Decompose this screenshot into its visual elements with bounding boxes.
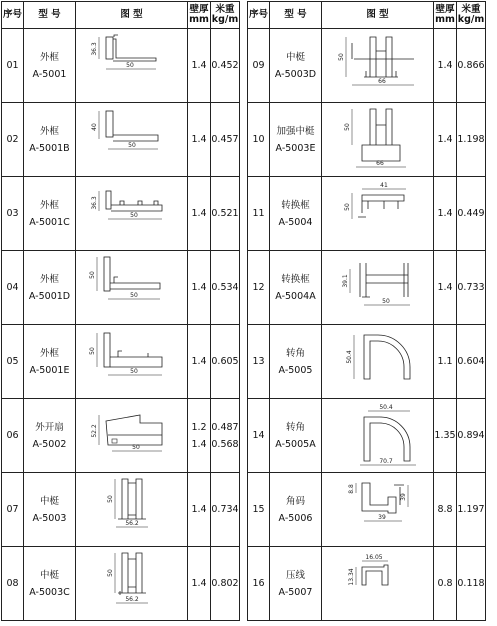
weight-value: 1.197 — [457, 504, 485, 515]
item-thickness — [434, 251, 457, 325]
table-row — [2, 399, 486, 473]
item-drawing — [76, 103, 188, 177]
item-model — [270, 399, 322, 473]
header-thickness-unit-right: mm — [435, 14, 455, 25]
header-model-right: 型 号 — [270, 2, 322, 29]
table-row — [2, 29, 486, 103]
header-row — [2, 2, 486, 29]
model-name: 外框 — [39, 125, 59, 137]
item-thickness — [188, 29, 211, 103]
item-drawing — [322, 103, 434, 177]
column-separator — [240, 29, 248, 103]
profile-drawing-a-5002 — [78, 401, 186, 471]
model-code: A-5003C — [29, 586, 70, 598]
dimension-label: 50 — [381, 297, 390, 305]
item-drawing — [76, 29, 188, 103]
dimension-label: 50.4 — [378, 403, 393, 411]
model-name: 压线 — [285, 569, 305, 581]
weight-value: 0.568 — [211, 438, 239, 450]
item-drawing — [322, 547, 434, 621]
thickness-value: 1.4 — [437, 282, 453, 293]
header-weight-unit: kg/m — [211, 14, 239, 25]
item-thickness — [188, 177, 211, 251]
dimension-label: 70.7 — [378, 457, 393, 465]
dimension-label: 50 — [337, 52, 345, 61]
dimension-label: 50 — [129, 291, 138, 299]
item-thickness — [188, 251, 211, 325]
item-thickness — [188, 473, 211, 547]
item-weight — [457, 547, 486, 621]
dimension-label: 56.2 — [124, 519, 139, 527]
item-index: 05 — [2, 325, 24, 399]
weight-value: 0.457 — [211, 134, 239, 145]
item-weight — [211, 325, 240, 399]
model-code: A-5003D — [274, 68, 317, 80]
item-thickness — [434, 547, 457, 621]
item-weight — [211, 103, 240, 177]
column-separator — [240, 547, 248, 621]
profile-drawing-a-5005 — [324, 327, 432, 397]
item-index: 07 — [2, 473, 24, 547]
model-name: 外框 — [39, 273, 59, 285]
thickness-value: 0.8 — [437, 578, 453, 589]
item-thickness — [188, 547, 211, 621]
item-index: 08 — [2, 547, 24, 621]
item-thickness — [434, 399, 457, 473]
item-model — [270, 325, 322, 399]
item-thickness — [188, 399, 211, 473]
model-name: 转角 — [285, 421, 305, 433]
item-drawing — [76, 177, 188, 251]
item-weight — [457, 103, 486, 177]
model-name: 外框 — [39, 51, 59, 63]
model-code: A-5001B — [29, 142, 70, 154]
dimension-label: 50 — [125, 61, 134, 69]
item-index: 02 — [2, 103, 24, 177]
thickness-value: 1.4 — [191, 282, 207, 293]
item-model — [24, 399, 76, 473]
header-index: 序号 — [2, 2, 24, 29]
item-index: 12 — [248, 251, 270, 325]
table-row — [2, 177, 486, 251]
item-index: 11 — [248, 177, 270, 251]
item-thickness — [188, 103, 211, 177]
model-code: A-5001D — [28, 290, 71, 302]
item-index: 09 — [248, 29, 270, 103]
model-code: A-5002 — [32, 438, 67, 450]
model-code: A-5003 — [32, 512, 67, 524]
weight-value: 0.487 — [211, 421, 239, 433]
thickness-value: 1.4 — [191, 208, 207, 219]
weight-value: 0.802 — [211, 578, 239, 589]
column-separator — [240, 325, 248, 399]
model-name: 中梃 — [285, 51, 305, 63]
thickness-value: 1.4 — [437, 60, 453, 71]
header-thickness-unit: mm — [189, 14, 209, 25]
profile-drawing-a-5004 — [324, 179, 432, 249]
model-name: 转换框 — [281, 199, 310, 211]
item-thickness — [434, 177, 457, 251]
dimension-label: 50.4 — [345, 349, 353, 364]
item-model — [270, 103, 322, 177]
header-drawing-right: 图 型 — [322, 2, 434, 29]
item-model — [270, 473, 322, 547]
dimension-label: 52.2 — [90, 423, 98, 438]
model-code: A-5004A — [275, 290, 316, 302]
item-drawing — [322, 325, 434, 399]
dimension-label: 50 — [127, 141, 136, 149]
model-code: A-5006 — [278, 512, 313, 524]
item-model — [24, 29, 76, 103]
item-drawing — [322, 177, 434, 251]
item-drawing — [322, 251, 434, 325]
item-drawing — [76, 473, 188, 547]
header-thickness-label-right: 壁厚 — [435, 4, 455, 15]
table-row — [2, 473, 486, 547]
item-weight — [211, 399, 240, 473]
model-name: 加强中梃 — [276, 125, 315, 137]
dimension-label: 41 — [379, 181, 388, 189]
profile-drawing-a-5003d — [324, 31, 432, 101]
model-name: 外框 — [39, 199, 59, 211]
dimension-label: 50 — [131, 443, 140, 451]
item-thickness — [434, 103, 457, 177]
profile-drawing-a-5006 — [324, 475, 432, 545]
dimension-label: 39.1 — [341, 273, 349, 288]
header-thickness-right — [434, 2, 457, 29]
column-separator — [240, 177, 248, 251]
dimension-label: 36.3 — [90, 41, 98, 56]
header-thickness — [188, 2, 211, 29]
profile-drawing-a-5001e — [78, 327, 186, 397]
model-name: 外框 — [39, 347, 59, 359]
dimension-label: 66 — [377, 77, 386, 85]
item-weight — [457, 29, 486, 103]
thickness-value: 1.2 — [191, 421, 207, 433]
dimension-label: 50 — [106, 568, 114, 577]
thickness-value: 1.35 — [434, 430, 456, 441]
item-thickness — [434, 325, 457, 399]
column-separator — [240, 2, 248, 29]
model-code: A-5005A — [275, 438, 316, 450]
item-index: 04 — [2, 251, 24, 325]
model-name: 转换框 — [281, 273, 310, 285]
item-weight — [211, 177, 240, 251]
item-weight — [457, 399, 486, 473]
weight-value: 0.894 — [457, 430, 485, 441]
thickness-value: 1.4 — [191, 60, 207, 71]
dimension-label: 50 — [343, 202, 351, 211]
item-index: 15 — [248, 473, 270, 547]
model-code: A-5003E — [275, 142, 316, 154]
dimension-label: 39 — [377, 513, 386, 521]
model-name: 转角 — [285, 347, 305, 359]
item-weight — [457, 251, 486, 325]
thickness-value: 1.4 — [191, 134, 207, 145]
item-index: 13 — [248, 325, 270, 399]
item-model — [270, 547, 322, 621]
item-index: 03 — [2, 177, 24, 251]
item-index: 10 — [248, 103, 270, 177]
profile-drawing-a-5003 — [78, 475, 186, 545]
header-weight — [211, 2, 240, 29]
item-index: 14 — [248, 399, 270, 473]
header-weight-label-right: 米重 — [461, 4, 481, 15]
item-model — [24, 547, 76, 621]
weight-value: 0.733 — [457, 282, 485, 293]
table-row — [2, 103, 486, 177]
table-row — [2, 325, 486, 399]
item-thickness — [434, 29, 457, 103]
weight-value: 0.734 — [211, 504, 239, 515]
thickness-value: 1.4 — [437, 134, 453, 145]
table-row — [2, 251, 486, 325]
model-name: 角码 — [285, 495, 305, 507]
model-name: 外开扇 — [35, 421, 64, 433]
dimension-label: 50 — [343, 122, 351, 131]
item-model — [24, 251, 76, 325]
thickness-value: 1.1 — [437, 356, 453, 367]
item-index: 01 — [2, 29, 24, 103]
weight-value: 0.118 — [457, 578, 485, 589]
header-index-right: 序号 — [248, 2, 270, 29]
header-drawing: 图 型 — [76, 2, 188, 29]
thickness-value: 1.4 — [191, 504, 207, 515]
item-weight — [457, 177, 486, 251]
dimension-label: 50 — [88, 270, 96, 279]
dimension-label: 66 — [375, 159, 384, 167]
profile-drawing-a-5004a — [324, 253, 432, 323]
dimension-label: 50 — [88, 346, 96, 355]
dimension-label: 16.05 — [364, 553, 383, 561]
model-name: 中梃 — [39, 495, 59, 507]
item-model — [24, 325, 76, 399]
item-index: 06 — [2, 399, 24, 473]
item-weight — [211, 547, 240, 621]
profile-drawing-a-5003c — [78, 549, 186, 619]
column-separator — [240, 251, 248, 325]
item-drawing — [76, 547, 188, 621]
item-weight — [457, 473, 486, 547]
model-code: A-5001 — [32, 68, 67, 80]
column-separator — [240, 399, 248, 473]
item-model — [270, 177, 322, 251]
weight-value: 0.866 — [457, 60, 485, 71]
dimension-label: 36.3 — [90, 195, 98, 210]
header-model: 型 号 — [24, 2, 76, 29]
profile-drawing-a-5003e — [324, 105, 432, 175]
item-weight — [211, 473, 240, 547]
model-code: A-5007 — [278, 586, 313, 598]
thickness-value: 1.4 — [191, 438, 207, 450]
thickness-value: 1.4 — [437, 208, 453, 219]
item-model — [24, 177, 76, 251]
item-thickness — [188, 325, 211, 399]
item-drawing — [76, 251, 188, 325]
model-code: A-5005 — [278, 364, 313, 376]
profile-drawing-a-5001d — [78, 253, 186, 323]
dimension-label: 39 — [399, 492, 407, 501]
item-model — [270, 29, 322, 103]
item-thickness — [434, 473, 457, 547]
item-model — [270, 251, 322, 325]
weight-value: 0.534 — [211, 282, 239, 293]
header-weight-label: 米重 — [215, 4, 235, 15]
header-thickness-label: 壁厚 — [189, 4, 209, 15]
column-separator — [240, 473, 248, 547]
profile-drawing-a-5005a — [324, 401, 432, 471]
dimension-label: 50 — [106, 494, 114, 503]
item-weight — [211, 29, 240, 103]
item-drawing — [322, 29, 434, 103]
profile-drawing-a-5001b — [78, 105, 186, 175]
item-drawing — [322, 473, 434, 547]
weight-value: 0.605 — [211, 356, 239, 367]
weight-value: 1.198 — [457, 134, 485, 145]
weight-value: 0.452 — [211, 60, 239, 71]
dimension-label: 56.2 — [124, 595, 139, 603]
model-code: A-5001E — [29, 364, 70, 376]
weight-value: 0.521 — [211, 208, 239, 219]
item-drawing — [76, 325, 188, 399]
profile-drawing-a-5007 — [324, 549, 432, 619]
item-index: 16 — [248, 547, 270, 621]
thickness-value: 1.4 — [191, 578, 207, 589]
profile-drawing-a-5001c — [78, 179, 186, 249]
dimension-label: 50 — [129, 211, 138, 219]
header-weight-right — [457, 2, 486, 29]
thickness-value: 8.8 — [437, 504, 453, 515]
profile-spec-table — [1, 1, 486, 621]
item-drawing — [322, 399, 434, 473]
weight-value: 0.449 — [457, 208, 485, 219]
dimension-label: 8.8 — [347, 483, 355, 494]
model-name: 中梃 — [39, 569, 59, 581]
header-weight-unit-right: kg/m — [457, 14, 485, 25]
item-weight — [211, 251, 240, 325]
weight-value: 0.604 — [457, 356, 485, 367]
item-model — [24, 473, 76, 547]
thickness-value: 1.4 — [191, 356, 207, 367]
profile-drawing-a-5001 — [78, 31, 186, 101]
dimension-label: 13.34 — [347, 567, 355, 586]
dimension-label: 50 — [129, 367, 138, 375]
table-row — [2, 547, 486, 621]
item-model — [24, 103, 76, 177]
item-weight — [457, 325, 486, 399]
column-separator — [240, 103, 248, 177]
model-code: A-5001C — [29, 216, 70, 228]
model-code: A-5004 — [278, 216, 313, 228]
dimension-label: 40 — [90, 122, 98, 131]
item-drawing — [76, 399, 188, 473]
